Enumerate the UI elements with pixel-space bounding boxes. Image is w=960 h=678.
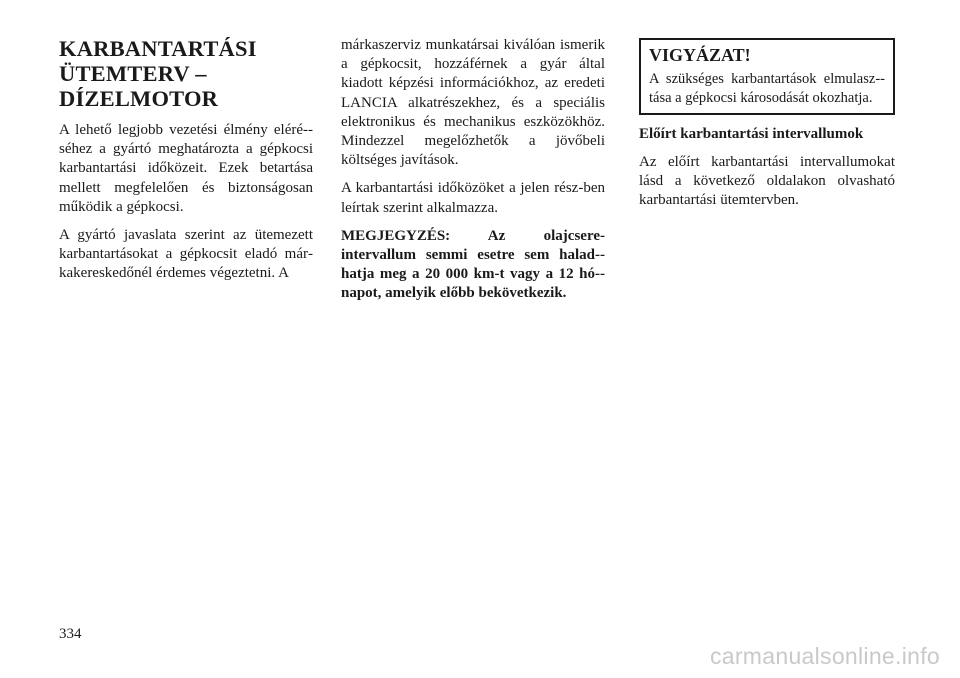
intervals-heading: Előírt karbantartási intervallumok — [639, 126, 864, 142]
watermark-logo: carmanualsonline.info — [709, 643, 940, 669]
section-title: KARBANTARTÁSI ÜTEMTERV – DÍZELMOTOR — [59, 36, 257, 111]
recommendation-paragraph-start: A gyártó javaslata szerint az ütemezett karbantartásokat a gépkocsit eladó márkakereskedőnél érdemes végeztetni. A — [59, 227, 313, 282]
page-number: 334 — [59, 626, 82, 642]
intro-paragraph: A lehető legjobb vezetési élmény eléré-séhez a gyártó meghatározta a gépkocsi karbantartási időközeit. Ezek betartása mellett megfelelően és biztonságosan működik a gépkocsi. — [59, 122, 313, 215]
oil-change-note: MEGJEGYZÉS: Az olajcsere-intervallum semmi esetre sem halad-hatja meg a 20 000 km-t vagy a 12 hó-napot, amelyik előbb bekövetkezik. — [341, 227, 605, 302]
warning-box — [639, 38, 895, 115]
column-left — [59, 36, 313, 293]
apply-intervals-paragraph: A karbantartási időközöket a jelen rész-ben leírtak szerint alkalmazza. — [341, 180, 605, 216]
warning-text: A szükséges karbantartások elmulasz-tása a gépkocsi károsodását okozhatja. — [649, 71, 885, 106]
intervals-paragraph: Az előírt karbantartási intervallumokat lásd a következő oldalakon olvasható karbantartási ütemtervben. — [639, 154, 895, 209]
warning-title: VIGYÁZAT! — [649, 45, 751, 65]
column-middle — [341, 36, 605, 313]
column-right — [639, 36, 895, 220]
recommendation-paragraph-cont: márkaszerviz munkatársai kiválóan ismerik a gépkocsit, hozzáférnek a gyár által kiadott képzési információkhoz, az eredeti LANCIA alkatrészekhez, és a speciális elektronikus és mechanikus eszközökhöz. Mindezzel megelőzhetők a jövőbeli költséges javítások. — [341, 37, 605, 169]
